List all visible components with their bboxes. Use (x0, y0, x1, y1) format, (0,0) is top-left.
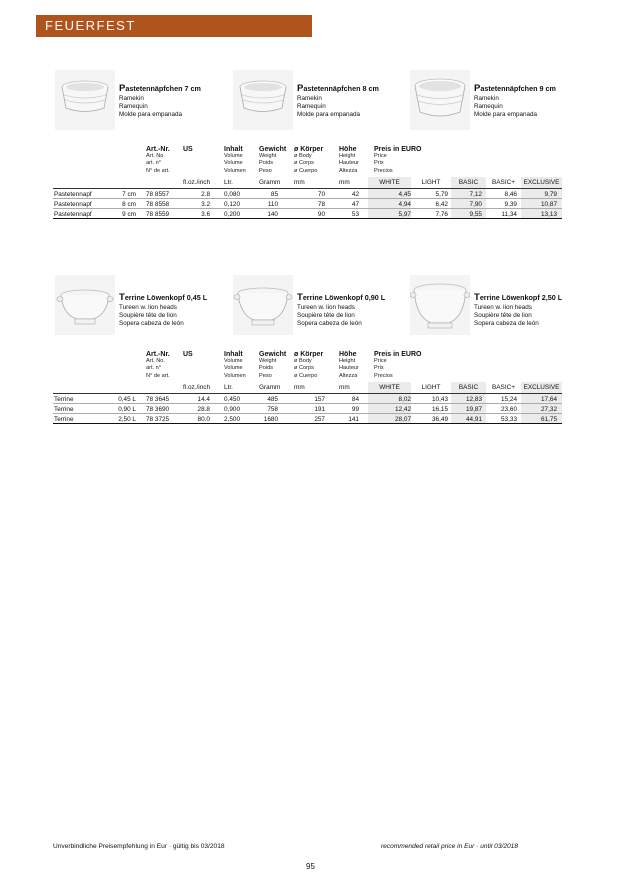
table-row: Pastetennapf 9 cm 78 8559 3.6 0,200 140 90 53 5,97 7,76 9,55 11,34 13,13 (53, 209, 562, 219)
product-name-en: Tureen w. lion heads (474, 304, 532, 311)
product-name-fr: Ramequin (474, 103, 503, 110)
product-name-es: Molde para empanada (297, 111, 361, 118)
product-name-en: Ramekin (297, 95, 322, 102)
product-description (297, 84, 417, 119)
column-header-inhalt: Inhalt Volume Volume Volumen (224, 351, 246, 379)
column-header-inhalt: Inhalt Volume Volume Volumen (224, 146, 246, 174)
price-table (53, 188, 562, 219)
product-title: Terrine Löwenkopf 0,90 L (297, 292, 386, 303)
column-header-art: Art.-Nr. Art. No. art. n° N° de art. (146, 351, 170, 379)
tureen-icon (233, 275, 293, 335)
footer-disclaimer-de: Unverbindliche Preisempfehlung in Eur · gültig bis 03/2018 (53, 843, 225, 850)
column-header-koerper: ø Körper ø Body ø Corps ø Cuerpo (294, 146, 324, 174)
ramekin-icon (410, 70, 470, 130)
product-card (410, 275, 590, 345)
product-title: Terrine Löwenkopf 0,45 L (119, 292, 208, 303)
footer-disclaimer-en: recommended retail price in Eur · until 03/2018 (380, 843, 518, 850)
section-banner (36, 15, 312, 37)
table-row: Terrine 0,45 L 78 3645 14.4 0,450 485 157 84 8,02 10,43 12,83 15,24 17,64 (53, 394, 562, 404)
product-name-fr: Soupière tête de lion (474, 312, 532, 319)
unit-row: fl.oz./inch Ltr. Gramm mm mm WHITE LIGHT BASIC BASIC+ EXCLUSIVE (183, 384, 560, 391)
product-name-fr: Ramequin (119, 103, 148, 110)
product-card (55, 70, 235, 140)
product-name-en: Ramekin (119, 95, 144, 102)
product-name-es: Sopera cabeza de león (474, 320, 539, 327)
column-header-hoehe: Höhe Height Hauteur Altezza (339, 351, 359, 379)
product-card (233, 70, 413, 140)
product-title: Pastetennäpfchen 7 cm (119, 83, 201, 94)
column-header-us: US (183, 351, 193, 358)
product-title: Pastetennäpfchen 8 cm (297, 83, 379, 94)
product-title: Terrine Löwenkopf 2,50 L (474, 292, 563, 303)
price-table (53, 393, 562, 424)
product-description (297, 293, 417, 328)
table-row: Terrine 2,50 L 78 3725 80.0 2,500 1680 257 141 28,07 36,49 44,91 53,33 61,75 (53, 414, 562, 424)
product-name-en: Tureen w. lion heads (119, 304, 177, 311)
product-description (119, 84, 239, 119)
product-name-es: Sopera cabeza de león (119, 320, 184, 327)
product-title: Pastetennäpfchen 9 cm (474, 83, 556, 94)
column-header-gewicht: Gewicht Weight Poids Peso (259, 146, 287, 174)
column-header-koerper: ø Körper ø Body ø Corps ø Cuerpo (294, 351, 324, 379)
section-title: FEUERFEST (45, 18, 136, 33)
column-header-us: US (183, 146, 193, 153)
product-name-es: Sopera cabeza de león (297, 320, 362, 327)
product-name-es: Molde para empanada (119, 111, 183, 118)
product-card (410, 70, 590, 140)
column-header-preis: Preis in EURO Price Prix Precios (374, 146, 422, 174)
tureen-icon (55, 275, 115, 335)
product-name-fr: Ramequin (297, 103, 326, 110)
column-header-gewicht: Gewicht Weight Poids Peso (259, 351, 287, 379)
product-name-en: Tureen w. lion heads (297, 304, 355, 311)
product-name-fr: Soupière tête de lion (297, 312, 355, 319)
table-row: Terrine 0,90 L 78 3690 28.8 0,900 758 191 99 12,42 16,15 19,87 23,60 27,32 (53, 404, 562, 414)
page-number: 95 (306, 862, 315, 871)
product-name-es: Molde para empanada (474, 111, 538, 118)
column-header-preis: Preis in EURO Price Prix Precios (374, 351, 422, 379)
table-row: Pastetennapf 8 cm 78 8558 3.2 0,120 110 78 47 4,94 6,42 7,90 9,39 10,87 (53, 199, 562, 209)
unit-row: fl.oz./inch Ltr. Gramm mm mm WHITE LIGHT BASIC BASIC+ EXCLUSIVE (183, 179, 560, 186)
table-row: Pastetennapf 7 cm 78 8557 2.8 0,080 85 70 42 4,45 5,79 7,12 8,46 9,79 (53, 189, 562, 199)
product-description (119, 293, 239, 328)
column-header-art: Art.-Nr. Art. No. art. n° N° de art. (146, 146, 170, 174)
product-card (55, 275, 235, 345)
product-description (474, 84, 594, 119)
ramekin-icon (55, 70, 115, 130)
product-name-fr: Soupière tête de lion (119, 312, 177, 319)
product-description (474, 293, 594, 328)
product-card (233, 275, 413, 345)
tureen-icon (410, 275, 470, 335)
column-header-hoehe: Höhe Height Hauteur Altezza (339, 146, 359, 174)
product-name-en: Ramekin (474, 95, 499, 102)
ramekin-icon (233, 70, 293, 130)
